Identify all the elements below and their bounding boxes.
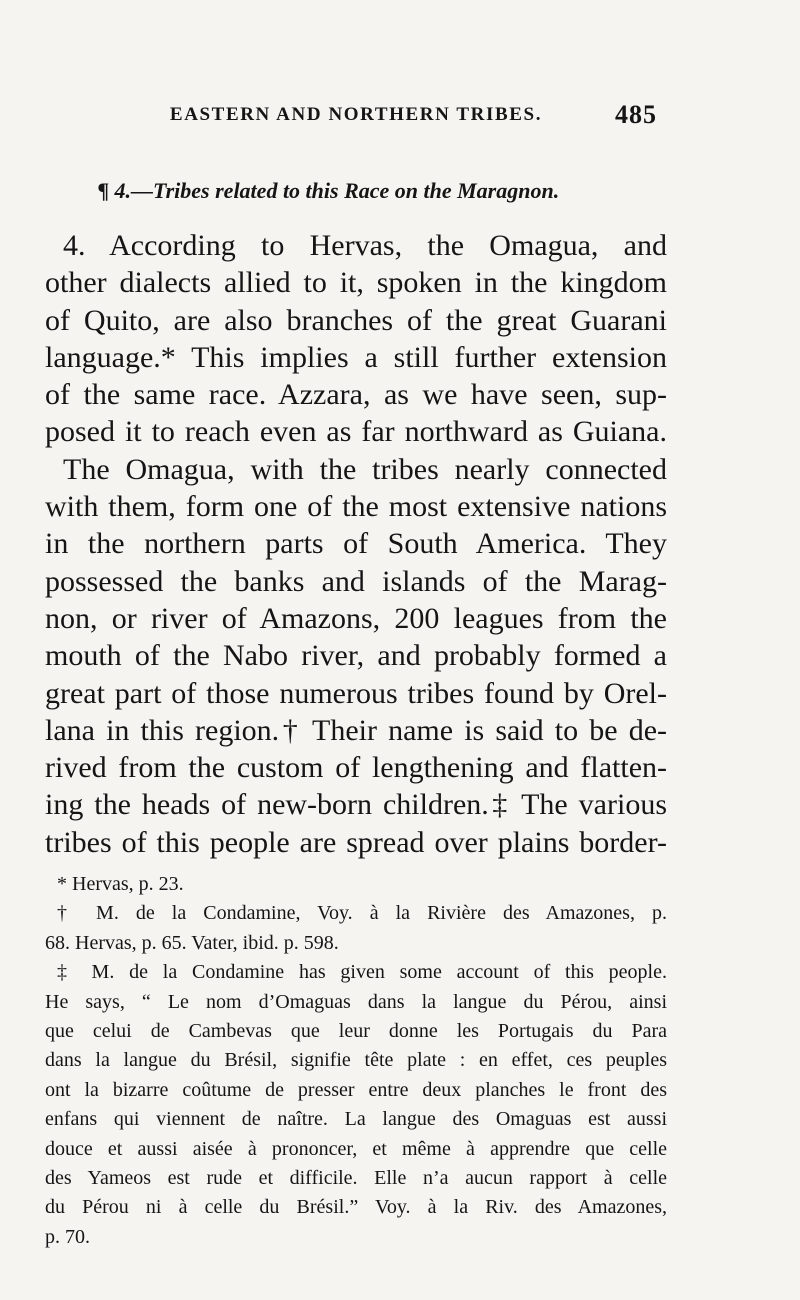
body-line: great part of those numerous tribes found by Orel-: [45, 676, 667, 710]
footnote-line: dans la langue du Brésil, signifie tête plate : en effet, ces peuples: [45, 1049, 667, 1072]
body-line: of the same race. Azzara, as we have seen, sup-: [45, 378, 667, 412]
page-number: 485: [615, 100, 657, 129]
section-heading: ¶ 4.—Tribes related to this Race on the Maragnon.: [98, 178, 560, 203]
footnote-line: ont la bizarre coûtume de presser entre deux planches le front des: [45, 1078, 667, 1101]
running-head: EASTERN AND NORTHERN TRIBES.: [169, 104, 543, 125]
footnote-line: † M. de la Condamine, Voy. à la Rivière des Amazones, p.: [57, 902, 667, 925]
body-line: rived from the custom of lengthening and flatten-: [45, 751, 667, 785]
footnote-line: que celui de Cambevas que leur donne les Portugais du Para: [45, 1019, 667, 1042]
body-line: non, or river of Amazons, 200 leagues from the: [45, 601, 667, 635]
footnote-line: * Hervas, p. 23.: [57, 873, 184, 895]
body-line: language.* This implies a still further extension: [45, 340, 667, 374]
body-line: The Omagua, with the tribes nearly connected: [63, 452, 667, 486]
body-line: 4. According to Hervas, the Omagua, and: [63, 229, 667, 262]
body-line: posed it to reach even as far northward as Guiana.: [45, 415, 667, 449]
footnote-line: du Pérou ni à celle du Brésil.” Voy. à la Riv. des Amazones,: [45, 1196, 667, 1219]
body-text: [45, 227, 667, 861]
footnote-line: des Yameos est rude et difficile. Elle n’a aucun rapport à celle: [45, 1166, 667, 1189]
footnote-line: He says, “ Le nom d’Omaguas dans la langue du Pérou, ainsi: [45, 990, 667, 1013]
footnote-line: enfans qui viennent de naître. La langue des Omaguas est aussi: [45, 1108, 667, 1131]
body-line: possessed the banks and islands of the Marag-: [45, 564, 667, 598]
footnotes: [45, 870, 667, 1252]
footnote-line: 68. Hervas, p. 65. Vater, ibid. p. 598.: [45, 931, 339, 954]
body-line: in the northern parts of South America. They: [45, 527, 667, 561]
body-line: other dialects allied to it, spoken in the kingdom: [45, 266, 667, 300]
body-line: lana in this region.† Their name is said to be de-: [45, 713, 667, 747]
footnote-line: ‡ M. de la Condamine has given some account of this people.: [57, 961, 667, 984]
body-line: of Quito, are also branches of the great Guarani: [45, 303, 667, 337]
footnote-line: p. 70.: [45, 1225, 90, 1248]
body-line: tribes of this people are spread over plains border-: [45, 825, 667, 859]
body-line: with them, form one of the most extensive nations: [45, 490, 667, 524]
body-line: mouth of the Nabo river, and probably formed a: [45, 639, 667, 673]
body-line: ing the heads of new-born children.‡ The various: [45, 788, 667, 822]
footnote-line: douce et aussi aisée à prononcer, et même à apprendre que celle: [45, 1137, 667, 1160]
